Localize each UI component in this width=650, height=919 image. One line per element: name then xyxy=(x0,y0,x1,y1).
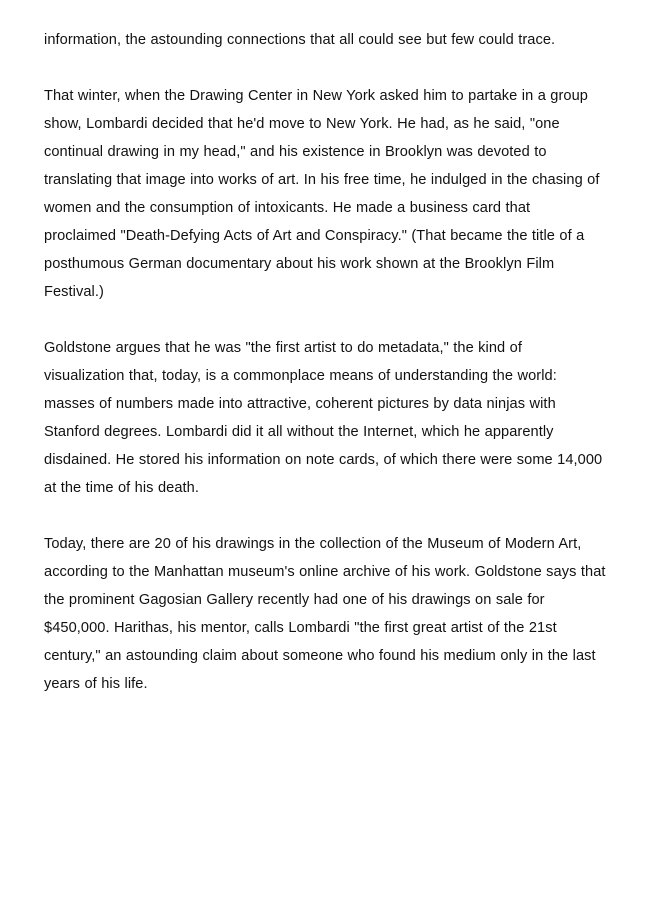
article-body xyxy=(44,26,606,698)
paragraph-gap xyxy=(44,54,606,82)
paragraph-1: information, the astounding connections that all could see but few could trace. xyxy=(44,32,556,48)
paragraph-4: Today, there are 20 of his drawings in the collection of the Museum of Modern Art, according to the Manhattan museum's online archive of his work. Goldstone says that the prominent Gagosian Gallery recently had one of his drawings on sale for $450,000. Harithas, his mentor, calls Lombardi "the first great artist of the 21st century," an astounding claim about someone who found his medium only in the last years of his life. xyxy=(44,536,606,692)
paragraph-2: That winter, when the Drawing Center in New York asked him to partake in a group show, Lombardi decided that he'd move to New York. He had, as he said, "one continual drawing in my head," and his existence in Brooklyn was devoted to translating that image into works of art. In his free time, he indulged in the chasing of women and the consumption of intoxicants. He made a business card that proclaimed "Death-Defying Acts of Art and Conspiracy." (That became the title of a posthumous German documentary about his work shown at the Brooklyn Film Festival.) xyxy=(44,88,600,300)
paragraph-3: Goldstone argues that he was "the first artist to do metadata," the kind of visualization that, today, is a commonplace means of understanding the world: masses of numbers made into attractive, coherent pictures by data ninjas with Stanford degrees. Lombardi did it all without the Internet, which he apparently disdained. He stored his information on note cards, of which there were some 14,000 at the time of his death. xyxy=(44,340,603,496)
